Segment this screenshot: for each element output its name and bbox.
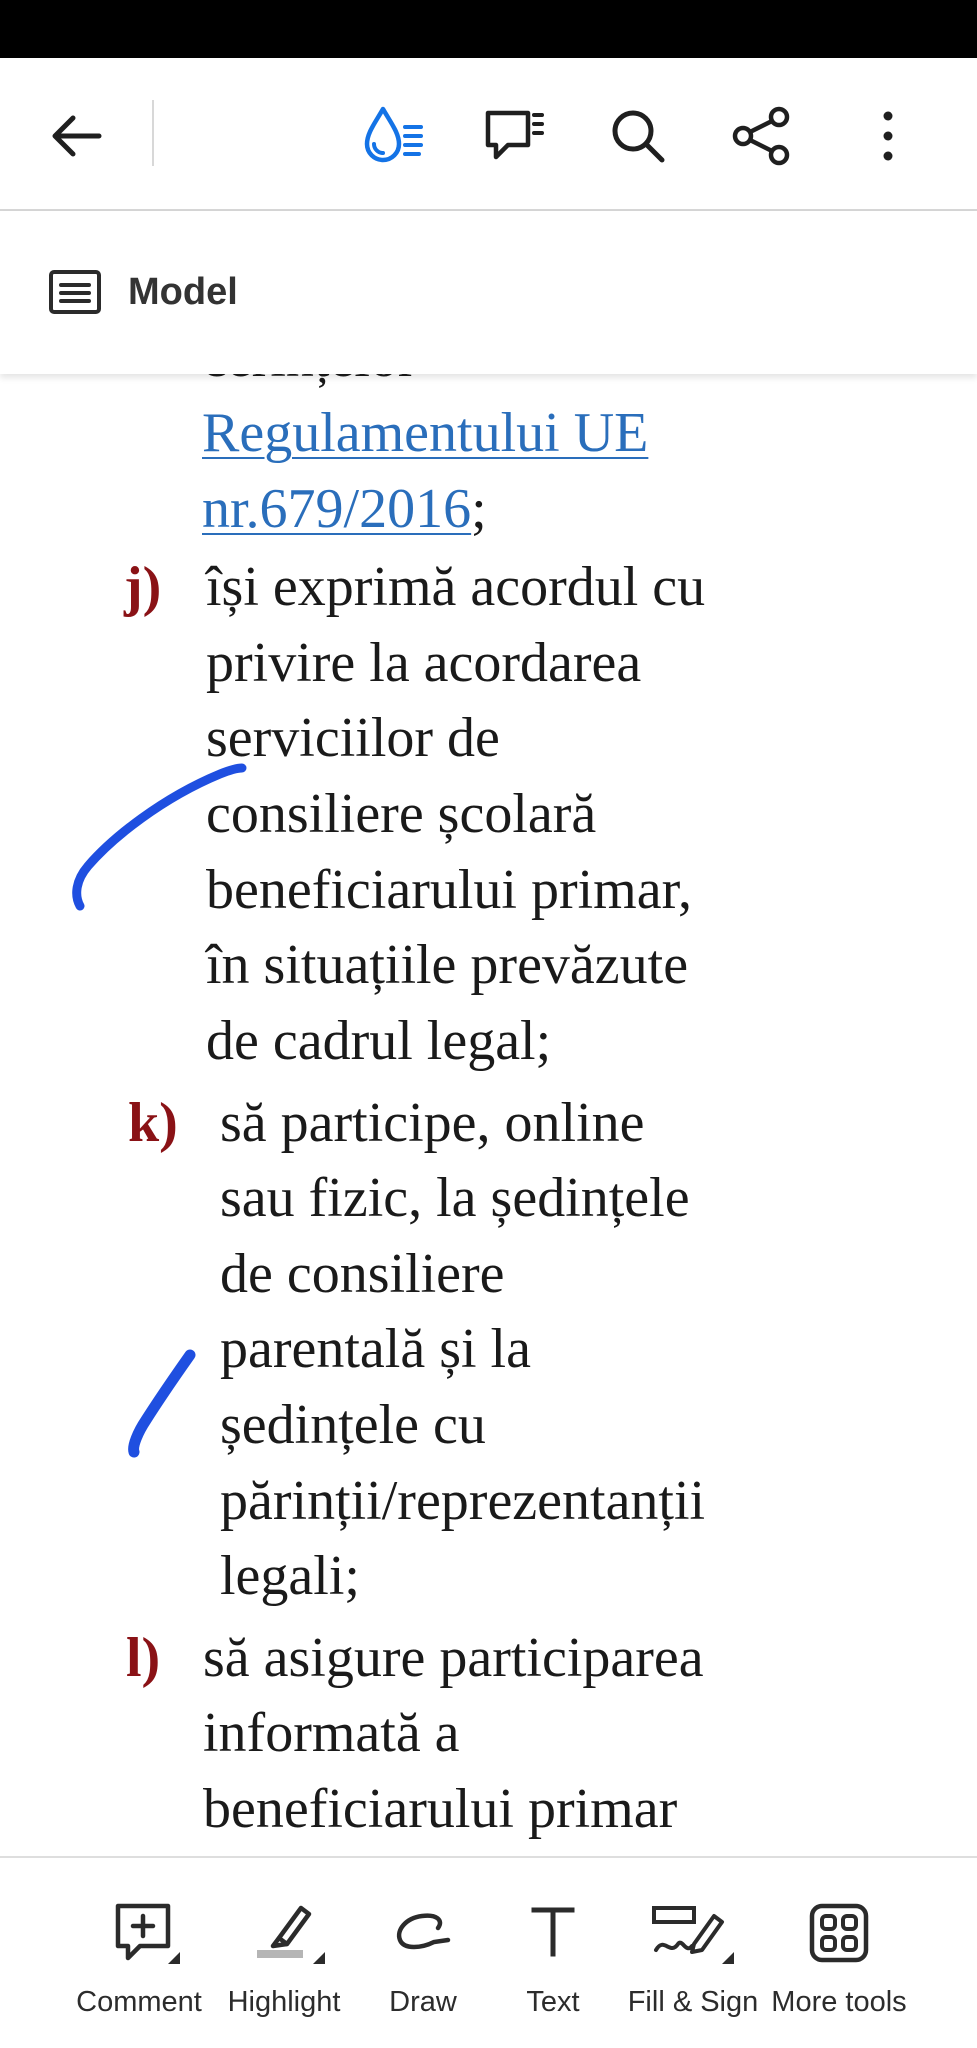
- document-content[interactable]: [0, 374, 977, 1856]
- document-text-line: [206, 1003, 551, 1079]
- fill-sign-tool-label: Fill & Sign: [627, 1986, 759, 2018]
- liquid-mode-icon: [361, 103, 427, 169]
- document-text-line: [206, 625, 641, 701]
- search-icon: [608, 106, 668, 166]
- regulation-link[interactable]: Regulamentului UE: [202, 402, 649, 464]
- text-icon: [508, 1900, 598, 1970]
- line-text: parentală și la: [220, 1318, 531, 1380]
- line-text: în situațiile prevăzute: [206, 934, 689, 996]
- more-tools-button[interactable]: [764, 1858, 914, 2048]
- comment-add-icon: [94, 1900, 184, 1970]
- line-text: sau fizic, la ședințele: [220, 1167, 690, 1229]
- line-text: să asigure participarea: [203, 1627, 704, 1689]
- document-text-line: [206, 549, 705, 625]
- share-icon: [731, 105, 793, 167]
- line-text: de consiliere: [220, 1243, 505, 1305]
- line-text: informată a: [203, 1702, 460, 1764]
- document-text-line: [206, 776, 596, 852]
- document-text-line: [220, 1085, 645, 1161]
- line-text: părinții/reprezentanții: [220, 1470, 706, 1532]
- document-text-line: [220, 1160, 690, 1236]
- line-text: beneficiarului primar,: [206, 859, 692, 921]
- more-tools-label: More tools: [771, 1986, 907, 2018]
- highlight-tool-label: Highlight: [227, 1986, 341, 2018]
- more-options-button[interactable]: [848, 96, 928, 176]
- line-suffix: ;: [471, 478, 487, 540]
- line-text: consiliere școlară: [206, 783, 597, 845]
- document-text-line: [206, 927, 688, 1003]
- document-text-line: [202, 471, 487, 547]
- line-text: de cadrul legal;: [206, 1010, 552, 1072]
- highlighter-icon: [239, 1900, 329, 1970]
- more-tools-icon: [794, 1900, 884, 1970]
- draw-tool-label: Draw: [389, 1986, 457, 2018]
- liquid-mode-button[interactable]: [354, 96, 434, 176]
- document-text-line: [206, 700, 500, 776]
- document-text-line: [203, 1695, 460, 1771]
- draw-tool[interactable]: [348, 1858, 498, 2048]
- document-text-line: [220, 1387, 486, 1463]
- share-button[interactable]: [722, 96, 802, 176]
- list-marker: j): [124, 556, 162, 618]
- text-tool[interactable]: [478, 1858, 628, 2048]
- arrow-left-icon: [47, 111, 105, 161]
- back-button[interactable]: [36, 96, 116, 176]
- document-text-line: [206, 852, 692, 928]
- line-text: să participe, online: [220, 1092, 645, 1154]
- list-marker: l): [126, 1627, 161, 1689]
- document-outline-icon: [48, 269, 102, 315]
- fill-sign-icon: [648, 1900, 738, 1970]
- line-text: beneficiarului primar: [203, 1778, 678, 1840]
- document-text-line: [220, 1311, 531, 1387]
- line-text: își exprimă acordul cu: [206, 556, 706, 618]
- comments-button[interactable]: [474, 96, 554, 176]
- list-marker: k): [128, 1092, 178, 1154]
- document-text-line: [203, 1620, 704, 1696]
- document-text-line: [220, 1538, 360, 1614]
- fill-sign-tool[interactable]: [618, 1858, 768, 2048]
- toolbar-divider: [152, 100, 154, 166]
- bottom-tools-bar: [0, 1856, 977, 2048]
- text-tool-label: Text: [526, 1986, 580, 2018]
- line-text: ședințele cu: [220, 1394, 486, 1456]
- document-title: Model: [128, 271, 238, 313]
- document-text-line: [220, 1463, 705, 1539]
- more-vertical-icon: [878, 108, 898, 164]
- search-button[interactable]: [598, 96, 678, 176]
- highlight-tool[interactable]: [209, 1858, 359, 2048]
- comment-tool[interactable]: [64, 1858, 214, 2048]
- line-text: privire la acordarea: [206, 632, 642, 694]
- document-text-line: [220, 1236, 505, 1312]
- regulation-link[interactable]: nr.679/2016: [202, 478, 472, 540]
- draw-icon: [378, 1900, 468, 1970]
- comments-list-icon: [482, 105, 546, 167]
- top-toolbar: [0, 58, 977, 211]
- document-text-line: [203, 1771, 677, 1847]
- status-bar: [0, 0, 977, 58]
- line-text: legali;: [220, 1545, 360, 1607]
- comment-tool-label: Comment: [76, 1986, 202, 2018]
- document-text-line: [202, 395, 648, 471]
- line-text: serviciilor de: [206, 707, 500, 769]
- document-header[interactable]: [0, 211, 977, 374]
